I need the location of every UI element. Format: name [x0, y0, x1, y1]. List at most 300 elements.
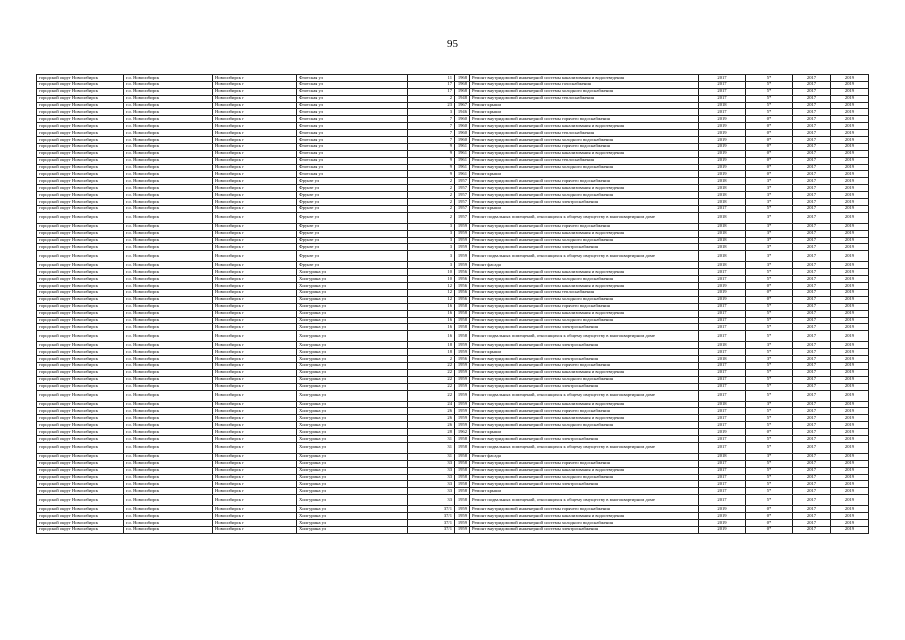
cell-planned-year: 2018 [699, 223, 746, 230]
cell-priority: 5* [746, 276, 793, 283]
cell-municipality: городской округ Новосибирск [37, 356, 124, 363]
cell-priority: 0* [746, 513, 793, 520]
cell-priority: 0* [746, 150, 793, 157]
cell-house-number: 7 [408, 116, 455, 123]
cell-planned-year: 2018 [699, 453, 746, 460]
cell-street: Хилгурина ул [297, 453, 408, 460]
cell-settlement: Новосибирск г [213, 296, 297, 303]
cell-priority: 5* [746, 369, 793, 376]
cell-street: Фрунзе ул [297, 237, 408, 244]
cell-planned-year: 2019 [699, 526, 746, 533]
cell-municipality: городской округ Новосибирск [37, 369, 124, 376]
cell-work-type: Ремонт внутридомовой инженерной системы канализования и водоотведения [470, 283, 699, 290]
cell-street: Фрунзе ул [297, 223, 408, 230]
cell-district: г.о. Новосибирск [124, 143, 213, 150]
table-row [37, 356, 869, 363]
cell-municipality: городской округ Новосибирск [37, 269, 124, 276]
cell-period-end: 2019 [831, 415, 869, 422]
cell-period-end: 2019 [831, 143, 869, 150]
cell-work-type: Ремонт внутридомовой инженерной системы канализования и водоотведения [470, 415, 699, 422]
cell-street: Хилгурина ул [297, 362, 408, 369]
cell-planned-year: 2018 [699, 356, 746, 363]
cell-priority: 5* [746, 324, 793, 331]
cell-settlement: Новосибирск г [213, 289, 297, 296]
cell-period-start: 2017 [793, 408, 831, 415]
cell-priority: 5* [746, 269, 793, 276]
cell-house-number: 2 [408, 95, 455, 102]
cell-house-number: 3 [408, 244, 455, 251]
cell-period-end: 2019 [831, 526, 869, 533]
cell-work-type: Ремонт внутридомовой инженерной системы холодного водоснабжения [470, 276, 699, 283]
table-row [37, 185, 869, 192]
cell-period-end: 2019 [831, 474, 869, 481]
cell-year-built: 1958 [455, 442, 470, 453]
cell-period-end: 2019 [831, 102, 869, 109]
table-row [37, 164, 869, 171]
cell-district: г.о. Новосибирск [124, 481, 213, 488]
cell-municipality: городской округ Новосибирск [37, 137, 124, 144]
cell-street: Хилгурина ул [297, 513, 408, 520]
cell-period-end: 2019 [831, 331, 869, 342]
cell-priority: 3* [746, 453, 793, 460]
cell-street: Хилгурина ул [297, 303, 408, 310]
cell-work-type: Ремонт внутридомовой инженерной системы электроснабжения [470, 383, 699, 390]
cell-settlement: Новосибирск г [213, 526, 297, 533]
cell-year-built: 1959 [455, 513, 470, 520]
cell-district: г.о. Новосибирск [124, 237, 213, 244]
cell-street: Хилгурина ул [297, 283, 408, 290]
table-row [37, 415, 869, 422]
cell-work-type: Ремонт внутридомовой инженерной системы горячего водоснабжения [470, 408, 699, 415]
cell-settlement: Новосибирск г [213, 474, 297, 481]
cell-street: Хилгурина ул [297, 415, 408, 422]
cell-planned-year: 2019 [699, 143, 746, 150]
cell-house-number: 33 [408, 474, 455, 481]
cell-district: г.о. Новосибирск [124, 317, 213, 324]
cell-priority: 5* [746, 95, 793, 102]
cell-house-number: 7 [408, 130, 455, 137]
cell-period-start: 2017 [793, 526, 831, 533]
cell-year-built: 1957 [455, 185, 470, 192]
cell-municipality: городской округ Новосибирск [37, 81, 124, 88]
cell-settlement: Новосибирск г [213, 88, 297, 95]
cell-priority: 0* [746, 296, 793, 303]
cell-year-built: 1958 [455, 495, 470, 506]
cell-period-start: 2017 [793, 342, 831, 349]
table-row [37, 296, 869, 303]
cell-municipality: городской округ Новосибирск [37, 376, 124, 383]
cell-district: г.о. Новосибирск [124, 199, 213, 206]
cell-priority: 5* [746, 474, 793, 481]
cell-priority: 3* [746, 185, 793, 192]
cell-priority: 0* [746, 116, 793, 123]
cell-house-number: 33 [408, 460, 455, 467]
cell-period-start: 2017 [793, 453, 831, 460]
cell-priority: 5* [746, 435, 793, 442]
cell-planned-year: 2018 [699, 342, 746, 349]
table-row [37, 310, 869, 317]
cell-period-start: 2017 [793, 383, 831, 390]
table-row [37, 506, 869, 513]
cell-street: Фрунзе ул [297, 244, 408, 251]
cell-settlement: Новосибирск г [213, 143, 297, 150]
cell-district: г.о. Новосибирск [124, 296, 213, 303]
cell-planned-year: 2018 [699, 178, 746, 185]
cell-planned-year: 2019 [699, 283, 746, 290]
cell-settlement: Новосибирск г [213, 506, 297, 513]
cell-street: Фрунзе ул [297, 185, 408, 192]
cell-priority: 5* [746, 317, 793, 324]
cell-work-type: Ремонт внутридомовой инженерной системы горячего водоснабжения [470, 460, 699, 467]
cell-period-start: 2017 [793, 81, 831, 88]
cell-year-built: 1960 [455, 137, 470, 144]
cell-priority: 3* [746, 262, 793, 269]
cell-year-built: 1958 [455, 488, 470, 495]
repair-schedule-table [36, 74, 869, 534]
cell-period-end: 2019 [831, 460, 869, 467]
table-row [37, 75, 869, 82]
cell-municipality: городской округ Новосибирск [37, 390, 124, 401]
cell-street: Флотская ул [297, 130, 408, 137]
cell-settlement: Новосибирск г [213, 460, 297, 467]
cell-municipality: городской округ Новосибирск [37, 303, 124, 310]
cell-priority: 5* [746, 467, 793, 474]
cell-planned-year: 2017 [699, 269, 746, 276]
cell-planned-year: 2017 [699, 474, 746, 481]
table-row [37, 171, 869, 178]
cell-period-start: 2017 [793, 376, 831, 383]
cell-priority: 5* [746, 310, 793, 317]
cell-period-start: 2017 [793, 237, 831, 244]
cell-work-type: Ремонт внутридомовой инженерной системы горячего водоснабжения [470, 223, 699, 230]
cell-work-type: Ремонт внутридомовой инженерной системы электроснабжения [470, 244, 699, 251]
cell-planned-year: 2017 [699, 376, 746, 383]
cell-district: г.о. Новосибирск [124, 276, 213, 283]
cell-district: г.о. Новосибирск [124, 88, 213, 95]
cell-house-number: 2 [408, 192, 455, 199]
cell-planned-year: 2019 [699, 296, 746, 303]
cell-house-number: 16 [408, 310, 455, 317]
cell-period-start: 2017 [793, 467, 831, 474]
cell-year-built: 1956 [455, 283, 470, 290]
cell-work-type: Ремонт внутридомовой инженерной системы холодного водоснабжения [470, 519, 699, 526]
cell-municipality: городской округ Новосибирск [37, 481, 124, 488]
table-row [37, 408, 869, 415]
cell-house-number: 9 [408, 171, 455, 178]
cell-work-type: Ремонт внутридомовой инженерной системы холодного водоснабжения [470, 192, 699, 199]
cell-street: Хилгурина ул [297, 506, 408, 513]
cell-house-number: 2 [408, 356, 455, 363]
cell-settlement: Новосибирск г [213, 349, 297, 356]
cell-settlement: Новосибирск г [213, 317, 297, 324]
table-row [37, 95, 869, 102]
cell-priority: 3* [746, 237, 793, 244]
cell-period-end: 2019 [831, 269, 869, 276]
cell-period-start: 2017 [793, 171, 831, 178]
cell-period-end: 2019 [831, 164, 869, 171]
table-row [37, 519, 869, 526]
cell-priority: 3* [746, 199, 793, 206]
cell-settlement: Новосибирск г [213, 362, 297, 369]
cell-work-type: Ремонт внутридомовой инженерной системы канализования и водоотведения [470, 230, 699, 237]
cell-settlement: Новосибирск г [213, 269, 297, 276]
cell-priority: 3* [746, 223, 793, 230]
table-row [37, 178, 869, 185]
cell-street: Флотская ул [297, 150, 408, 157]
cell-work-type: Ремонт внутридомовой инженерной системы горячего водоснабжения [470, 116, 699, 123]
cell-district: г.о. Новосибирск [124, 205, 213, 212]
cell-period-end: 2019 [831, 481, 869, 488]
cell-house-number: 18 [408, 342, 455, 349]
cell-municipality: городской округ Новосибирск [37, 453, 124, 460]
table-row [37, 212, 869, 223]
cell-settlement: Новосибирск г [213, 192, 297, 199]
cell-planned-year: 2019 [699, 164, 746, 171]
table-row [37, 244, 869, 251]
cell-priority: 5* [746, 362, 793, 369]
cell-district: г.о. Новосибирск [124, 283, 213, 290]
cell-work-type: Ремонт внутридомовой инженерной системы канализования и водоотведения [470, 150, 699, 157]
cell-period-end: 2019 [831, 178, 869, 185]
cell-street: Флотская ул [297, 137, 408, 144]
cell-period-end: 2019 [831, 519, 869, 526]
cell-street: Хилгурина ул [297, 269, 408, 276]
cell-period-end: 2019 [831, 192, 869, 199]
cell-house-number: 3 [408, 230, 455, 237]
cell-work-type: Ремонт крыши [470, 171, 699, 178]
cell-street: Флотская ул [297, 102, 408, 109]
cell-period-start: 2017 [793, 460, 831, 467]
table-row [37, 317, 869, 324]
cell-street: Хилгурина ул [297, 296, 408, 303]
cell-planned-year: 2017 [699, 435, 746, 442]
cell-priority: 3* [746, 401, 793, 408]
cell-street: Хилгурина ул [297, 390, 408, 401]
cell-period-start: 2017 [793, 474, 831, 481]
table-row [37, 495, 869, 506]
cell-district: г.о. Новосибирск [124, 342, 213, 349]
cell-period-start: 2017 [793, 123, 831, 130]
cell-district: г.о. Новосибирск [124, 390, 213, 401]
cell-period-start: 2017 [793, 519, 831, 526]
table-row [37, 481, 869, 488]
cell-planned-year: 2019 [699, 429, 746, 436]
cell-municipality: городской округ Новосибирск [37, 467, 124, 474]
table-row [37, 342, 869, 349]
cell-priority: 5* [746, 460, 793, 467]
table-row [37, 460, 869, 467]
cell-period-start: 2017 [793, 88, 831, 95]
cell-street: Хилгурина ул [297, 289, 408, 296]
cell-municipality: городской округ Новосибирск [37, 192, 124, 199]
cell-period-end: 2019 [831, 453, 869, 460]
cell-work-type: Ремонт внутридомовой инженерной системы электроснабжения [470, 435, 699, 442]
cell-year-built: 1959 [455, 519, 470, 526]
cell-district: г.о. Новосибирск [124, 356, 213, 363]
cell-municipality: городской округ Новосибирск [37, 262, 124, 269]
cell-settlement: Новосибирск г [213, 467, 297, 474]
cell-priority: 5* [746, 481, 793, 488]
table-row [37, 130, 869, 137]
cell-street: Хилгурина ул [297, 324, 408, 331]
cell-work-type: Ремонт крыши [470, 349, 699, 356]
cell-house-number: 18 [408, 349, 455, 356]
cell-street: Флотская ул [297, 81, 408, 88]
cell-house-number: 16 [408, 331, 455, 342]
cell-house-number: 2 [408, 185, 455, 192]
cell-priority: 5* [746, 88, 793, 95]
cell-street: Хилгурина ул [297, 474, 408, 481]
cell-priority: 5* [746, 81, 793, 88]
cell-municipality: городской округ Новосибирск [37, 324, 124, 331]
cell-work-type: Ремонт внутридомовой инженерной системы горячего водоснабжения [470, 362, 699, 369]
table-row [37, 262, 869, 269]
cell-planned-year: 2017 [699, 310, 746, 317]
cell-district: г.о. Новосибирск [124, 230, 213, 237]
cell-house-number: 28 [408, 429, 455, 436]
cell-planned-year: 2017 [699, 276, 746, 283]
cell-settlement: Новосибирск г [213, 137, 297, 144]
cell-house-number: 16 [408, 324, 455, 331]
cell-period-end: 2019 [831, 109, 869, 116]
cell-house-number: 17 [408, 81, 455, 88]
cell-year-built: 1959 [455, 223, 470, 230]
cell-street: Хилгурина ул [297, 276, 408, 283]
cell-municipality: городской округ Новосибирск [37, 276, 124, 283]
cell-house-number: 3 [408, 237, 455, 244]
cell-house-number: 9 [408, 143, 455, 150]
cell-municipality: городской округ Новосибирск [37, 331, 124, 342]
cell-priority: 5* [746, 75, 793, 82]
cell-settlement: Новосибирск г [213, 212, 297, 223]
cell-municipality: городской округ Новосибирск [37, 130, 124, 137]
cell-priority: 0* [746, 171, 793, 178]
cell-settlement: Новосибирск г [213, 442, 297, 453]
cell-year-built: 1958 [455, 324, 470, 331]
cell-district: г.о. Новосибирск [124, 157, 213, 164]
cell-settlement: Новосибирск г [213, 324, 297, 331]
cell-period-start: 2017 [793, 276, 831, 283]
cell-period-start: 2017 [793, 251, 831, 262]
cell-year-built: 1961 [455, 171, 470, 178]
cell-municipality: городской округ Новосибирск [37, 237, 124, 244]
cell-period-start: 2017 [793, 429, 831, 436]
table-row [37, 429, 869, 436]
cell-period-end: 2019 [831, 495, 869, 506]
cell-street: Хилгурина ул [297, 408, 408, 415]
cell-settlement: Новосибирск г [213, 223, 297, 230]
cell-house-number: 33 [408, 495, 455, 506]
cell-district: г.о. Новосибирск [124, 415, 213, 422]
cell-work-type: Ремонт внутридомовой инженерной системы электроснабжения [470, 526, 699, 533]
cell-district: г.о. Новосибирск [124, 324, 213, 331]
cell-planned-year: 2017 [699, 488, 746, 495]
cell-work-type: Ремонт внутридомовой инженерной системы газоснабжения [470, 81, 699, 88]
cell-work-type: Ремонт фасада [470, 262, 699, 269]
cell-street: Хилгурина ул [297, 526, 408, 533]
cell-house-number: 22 [408, 369, 455, 376]
cell-period-end: 2019 [831, 408, 869, 415]
cell-period-start: 2017 [793, 390, 831, 401]
cell-street: Флотская ул [297, 88, 408, 95]
cell-street: Фрунзе ул [297, 262, 408, 269]
cell-year-built: 1958 [455, 460, 470, 467]
cell-planned-year: 2017 [699, 369, 746, 376]
cell-priority: 3* [746, 244, 793, 251]
cell-municipality: городской округ Новосибирск [37, 185, 124, 192]
cell-street: Хилгурина ул [297, 429, 408, 436]
cell-street: Хилгурина ул [297, 460, 408, 467]
cell-year-built: 1960 [455, 123, 470, 130]
cell-priority: 5* [746, 349, 793, 356]
cell-settlement: Новосибирск г [213, 75, 297, 82]
cell-house-number: 33 [408, 488, 455, 495]
cell-year-built: 1956 [455, 296, 470, 303]
cell-house-number: 23 [408, 102, 455, 109]
cell-district: г.о. Новосибирск [124, 95, 213, 102]
table-row [37, 453, 869, 460]
cell-priority: 0* [746, 506, 793, 513]
cell-district: г.о. Новосибирск [124, 116, 213, 123]
cell-priority: 0* [746, 123, 793, 130]
cell-municipality: городской округ Новосибирск [37, 283, 124, 290]
cell-period-end: 2019 [831, 310, 869, 317]
table-row [37, 376, 869, 383]
cell-planned-year: 2018 [699, 212, 746, 223]
table-row [37, 137, 869, 144]
cell-period-end: 2019 [831, 342, 869, 349]
cell-priority: 5* [746, 495, 793, 506]
cell-work-type: Ремонт внутридомовой инженерной системы холодного водоснабжения [470, 137, 699, 144]
cell-period-end: 2019 [831, 223, 869, 230]
table-row [37, 349, 869, 356]
cell-period-end: 2019 [831, 137, 869, 144]
cell-priority: 5* [746, 415, 793, 422]
cell-planned-year: 2019 [699, 116, 746, 123]
cell-planned-year: 2018 [699, 199, 746, 206]
cell-period-start: 2017 [793, 369, 831, 376]
cell-house-number: 16 [408, 303, 455, 310]
cell-street: Фрунзе ул [297, 212, 408, 223]
cell-year-built: 1948 [455, 95, 470, 102]
cell-settlement: Новосибирск г [213, 342, 297, 349]
cell-street: Хилгурина ул [297, 467, 408, 474]
cell-planned-year: 2017 [699, 95, 746, 102]
cell-house-number: 9 [408, 164, 455, 171]
cell-district: г.о. Новосибирск [124, 519, 213, 526]
cell-planned-year: 2017 [699, 415, 746, 422]
table-row [37, 276, 869, 283]
cell-planned-year: 2018 [699, 192, 746, 199]
cell-house-number: 22 [408, 362, 455, 369]
cell-year-built: 1958 [455, 474, 470, 481]
cell-district: г.о. Новосибирск [124, 310, 213, 317]
cell-priority: 5* [746, 376, 793, 383]
cell-municipality: городской округ Новосибирск [37, 422, 124, 429]
table-row [37, 269, 869, 276]
cell-planned-year: 2019 [699, 506, 746, 513]
page-number: 95 [447, 38, 458, 50]
cell-work-type: Ремонт внутридомовой инженерной системы холодного водоснабжения [470, 422, 699, 429]
cell-work-type: Ремонт крыши [470, 109, 699, 116]
cell-year-built: 1957 [455, 178, 470, 185]
cell-year-built: 1956 [455, 269, 470, 276]
cell-work-type: Ремонт внутридомовой инженерной системы канализования и водоотведения [470, 513, 699, 520]
cell-period-end: 2019 [831, 369, 869, 376]
cell-district: г.о. Новосибирск [124, 303, 213, 310]
cell-period-end: 2019 [831, 157, 869, 164]
cell-year-built: 1959 [455, 237, 470, 244]
